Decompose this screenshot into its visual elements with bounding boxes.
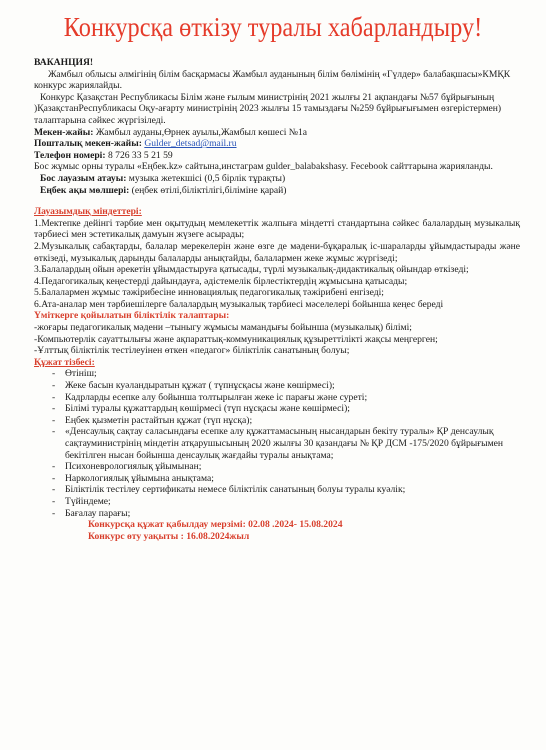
document-item: - Бағалау парағы; bbox=[34, 508, 520, 520]
duties-heading: Лауазымдық міндеттері: bbox=[34, 206, 142, 218]
duty-item: 5.Балалармен жұмыс тәжірибесіне инновациялық педагогикалық тәжірибені енгізеді; bbox=[34, 287, 384, 299]
document-item: - «Денсаулық сақтау саласындағы есепке алу құжаттамасының нысандарын бекіту туралы» ҚР денсаулық сақтауминистрінің міндетін атқарушысының 2020 жылғы 30 қазандағы № ҚР ДСМ -175/2020 бұйрығымен бекітілген нысан бойынша денсаулық жағдайы туралы анықтама; bbox=[34, 426, 520, 461]
document-body bbox=[34, 57, 520, 542]
social-paragraph: Бос жұмыс орны туралы «Еңбек.kz» сайтына,инстаграм gulder_balabakshasy. Fecebook сайттарына жарияланды. bbox=[34, 161, 493, 173]
document-item: - Еңбек қызметін растайтын құжат (түп нұсқа); bbox=[34, 415, 520, 427]
document-item: - Кадрларды есепке алу бойынша толтырылған жеке іс парағы және суреті; bbox=[34, 392, 520, 404]
duty-item: 2.Музыкалық сабақтарды, балалар мерекелерін және өзге де мәдени-бұқаралық іс-шараларды ұйымдастырады және өткізеді, музыкалық дарынды балаларды анықтайды, балалармен жеке жұмыс жүргізеді; bbox=[34, 240, 520, 264]
email-label: Пошталық мекен-жайы: bbox=[34, 138, 142, 150]
position-line bbox=[34, 173, 520, 185]
phone-line bbox=[34, 150, 520, 162]
intro-paragraph: Жамбыл облысы әлмігінің білім басқармасы Жамбыл ауданының білім бөлімінің «Гүлдер» балабақшасы»КМҚК конкурс жариялайды. bbox=[34, 68, 511, 92]
vacancy-heading: ВАКАНЦИЯ! bbox=[34, 57, 94, 68]
deadline-line: Конкурсқа құжат қабылдау мерзімі: 02.08 .2024- 15.08.2024 bbox=[88, 519, 343, 531]
document-item: - Білімі туралы құжаттардың көшірмесі (түп нұсқасы және көшірмесі); bbox=[34, 403, 520, 415]
address-line bbox=[34, 127, 520, 139]
document-item: - Жеке басын куәландыратын құжат ( түпнұсқасы және көшірмесі); bbox=[34, 380, 520, 392]
salary-value: (еңбек өтілі,біліктілігі,біліміне қарай) bbox=[129, 184, 287, 196]
contest-date-line: Конкурс өту уақыты : 16.08.2024жыл bbox=[88, 530, 250, 542]
page-title: Конкурсқа өткізу туралы хабарландыру! bbox=[63, 12, 483, 42]
document-item: - Өтініш; bbox=[34, 368, 520, 380]
duty-item: 4.Педагогикалық кеңестерді дайындауға, әдістемелік бірлестіктердің жұмысына қатысады; bbox=[34, 275, 408, 287]
phone-value: 8 726 33 5 21 59 bbox=[105, 149, 173, 161]
basis-paragraph: Конкурс Қазақстан Республикасы Білім және ғылым министрінің 2021 жылғы 21 ақпандағы №57 бұйрығының )ҚазақстанРеспубликасы Оқу-ағарту министрінің 2023 жылғы 15 тамыздағы №259 бұйрығығымен өзгерістермен) талаптарына сәйкес жүргізіледі. bbox=[34, 91, 502, 126]
position-label: Бос лауазым атауы: bbox=[40, 172, 127, 184]
document-item: - Біліктілік тестілеу сертификаты немесе біліктілік санатының болуы туралы куәлік; bbox=[34, 484, 520, 496]
requirements-heading: Үміткерге қойылатын біліктілік талаптары: bbox=[34, 310, 230, 322]
requirement-item: -Ұлттық біліктілік тестілеуінен өткен «педагог» біліктілік санатының болуы; bbox=[34, 345, 350, 357]
duty-item: 3.Балалардың ойын әрекетін ұйымдастыруға қатысады, түрлі музыкалық-дидактикалық ойындар өткізеді; bbox=[34, 264, 469, 276]
document-item: - Түйіндеме; bbox=[34, 496, 520, 508]
requirement-item: -жоғары педагогикалық мәдени –тыныгу жұмысы мамандығы бойынша (музыкалық) білімі; bbox=[34, 322, 412, 334]
document-item: - Психоневрологиялық ұйымынан; bbox=[34, 461, 520, 473]
document-item: - Наркологиялық ұйымына анықтама; bbox=[34, 473, 520, 485]
position-value: музыка жетекшісі (0,5 бірлік тұрақты) bbox=[126, 172, 286, 184]
duty-item: 6.Ата-аналар мен тәрбиешілерге балалардың музыкалық тәрбиесі мәселелері бойынша кеңес береді bbox=[34, 298, 444, 310]
address-value: Жамбыл ауданы,Өрнек ауылы,Жамбыл көшесі №1а bbox=[93, 126, 308, 138]
duty-item: 1.Мектепке дейінгі тәрбие мен оқытудың мемлекеттік жалпыға міндетті стандартына сәйкес балалардың музыкалық тәрбиесі мен эстетикалық дамуын жүзеге асырады; bbox=[34, 217, 520, 241]
email-line bbox=[34, 138, 520, 150]
address-label: Мекен-жайы: bbox=[34, 126, 94, 138]
email-link[interactable]: Gulder_detsad@mail.ru bbox=[144, 138, 237, 150]
salary-line bbox=[34, 185, 520, 197]
requirement-item: -Компьютерлік сауаттылығы және ақпараттық-коммуникациялық құзыреттілікті жақсы меңгерген; bbox=[34, 333, 438, 345]
phone-label: Телефон номері: bbox=[34, 149, 106, 161]
documents-heading: Құжат тізбесі: bbox=[34, 356, 95, 368]
salary-label: Еңбек ақы мөлшері: bbox=[40, 184, 130, 196]
documents-list bbox=[34, 368, 520, 519]
